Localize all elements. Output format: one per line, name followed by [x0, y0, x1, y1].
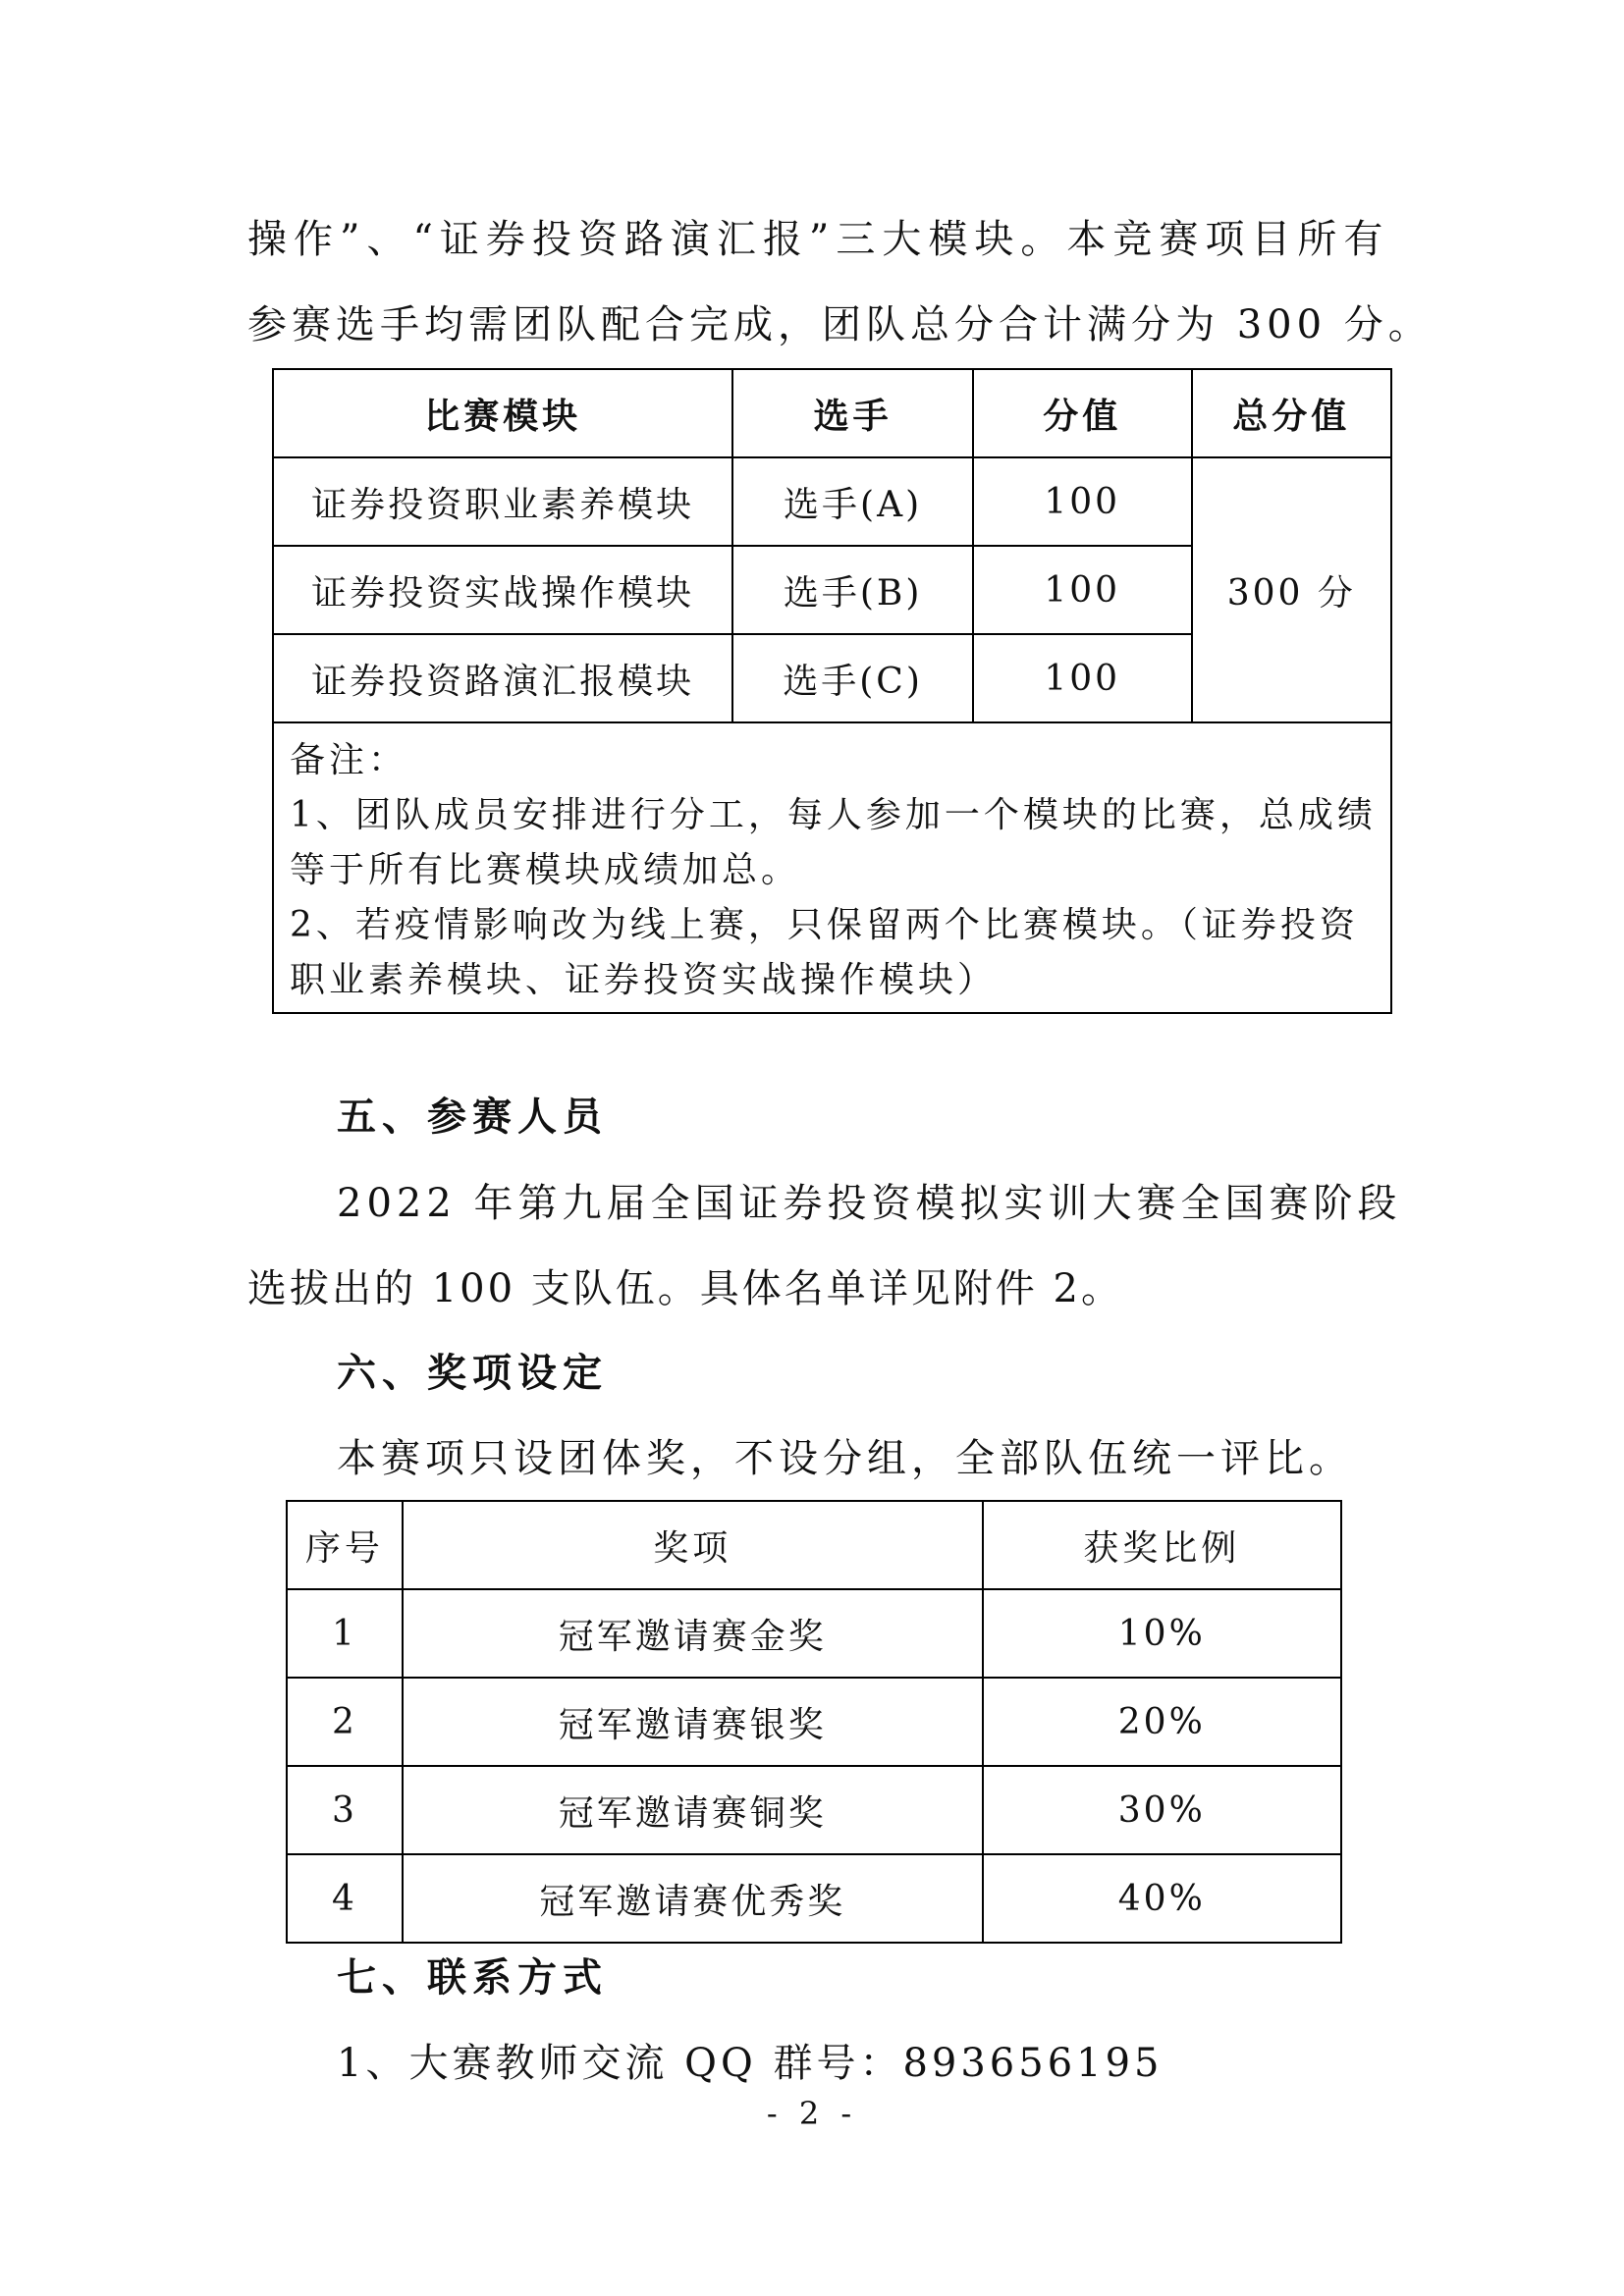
- section-6-heading: 六、奖项设定: [337, 1350, 608, 1396]
- header-player: 选手: [732, 369, 972, 457]
- page-number: - 2 -: [766, 2095, 858, 2132]
- header-score: 分值: [973, 369, 1192, 457]
- section-7-heading: 七、联系方式: [337, 1954, 608, 2001]
- award-name: 冠军邀请赛铜奖: [403, 1766, 983, 1854]
- module-score: 100: [973, 546, 1192, 634]
- note-line: 等于所有比赛模块成绩加总。: [290, 850, 801, 890]
- notes-cell: [273, 722, 1391, 1013]
- award-ratio: 40%: [983, 1854, 1341, 1943]
- table-row: [287, 1678, 1341, 1766]
- player-name: 选手(A): [732, 457, 972, 546]
- module-name: 证券投资路演汇报模块: [273, 634, 732, 722]
- note-title: 备注：: [290, 740, 408, 780]
- award-ratio: 20%: [983, 1678, 1341, 1766]
- player-name: 选手(C): [732, 634, 972, 722]
- section-5-line-2: 选拔出的 100 支队伍。具体名单详见附件 2。: [247, 1266, 1123, 1311]
- intro-line-2: 参赛选手均需团队配合完成，团队总分合计满分为 300 分。: [247, 302, 1433, 347]
- table-row: [273, 457, 1391, 546]
- module-score: 100: [973, 634, 1192, 722]
- note-line: 职业素养模块、证券投资实战操作模块）: [290, 960, 998, 1000]
- award-no: 4: [287, 1854, 403, 1943]
- module-name: 证券投资实战操作模块: [273, 546, 732, 634]
- note-line: 1、团队成员安排进行分工，每人参加一个模块的比赛，总成绩: [290, 795, 1377, 835]
- awards-table: [286, 1500, 1342, 1944]
- awards-table-header-row: [287, 1501, 1341, 1589]
- header-module: 比赛模块: [273, 369, 732, 457]
- section-5-line-1: 2022 年第九届全国证券投资模拟实训大赛全国赛阶段: [337, 1181, 1402, 1226]
- award-name: 冠军邀请赛金奖: [403, 1589, 983, 1678]
- award-no: 2: [287, 1678, 403, 1766]
- award-name: 冠军邀请赛优秀奖: [403, 1854, 983, 1943]
- modules-table: [272, 368, 1392, 1014]
- section-7-line-1: 1、大赛教师交流 QQ 群号：893656195: [337, 2041, 1164, 2086]
- intro-line-1: 操作”、“证券投资路演汇报”三大模块。本竞赛项目所有: [247, 217, 1390, 262]
- award-no: 1: [287, 1589, 403, 1678]
- award-ratio: 30%: [983, 1766, 1341, 1854]
- table-row: [287, 1589, 1341, 1678]
- section-5-heading: 五、参赛人员: [337, 1094, 608, 1140]
- table-row: [287, 1854, 1341, 1943]
- section-6-line-1: 本赛项只设团体奖，不设分组，全部队伍统一评比。: [337, 1436, 1353, 1481]
- total-score: 300 分: [1192, 457, 1391, 722]
- module-name: 证券投资职业素养模块: [273, 457, 732, 546]
- header-total: 总分值: [1192, 369, 1391, 457]
- player-name: 选手(B): [732, 546, 972, 634]
- header-ratio: 获奖比例: [983, 1501, 1341, 1589]
- notes-row: [273, 722, 1391, 1013]
- module-score: 100: [973, 457, 1192, 546]
- header-award: 奖项: [403, 1501, 983, 1589]
- award-no: 3: [287, 1766, 403, 1854]
- table-row: [287, 1766, 1341, 1854]
- modules-table-header-row: [273, 369, 1391, 457]
- note-line: 2、若疫情影响改为线上赛，只保留两个比赛模块。（证券投资: [290, 905, 1359, 945]
- award-ratio: 10%: [983, 1589, 1341, 1678]
- award-name: 冠军邀请赛银奖: [403, 1678, 983, 1766]
- header-no: 序号: [287, 1501, 403, 1589]
